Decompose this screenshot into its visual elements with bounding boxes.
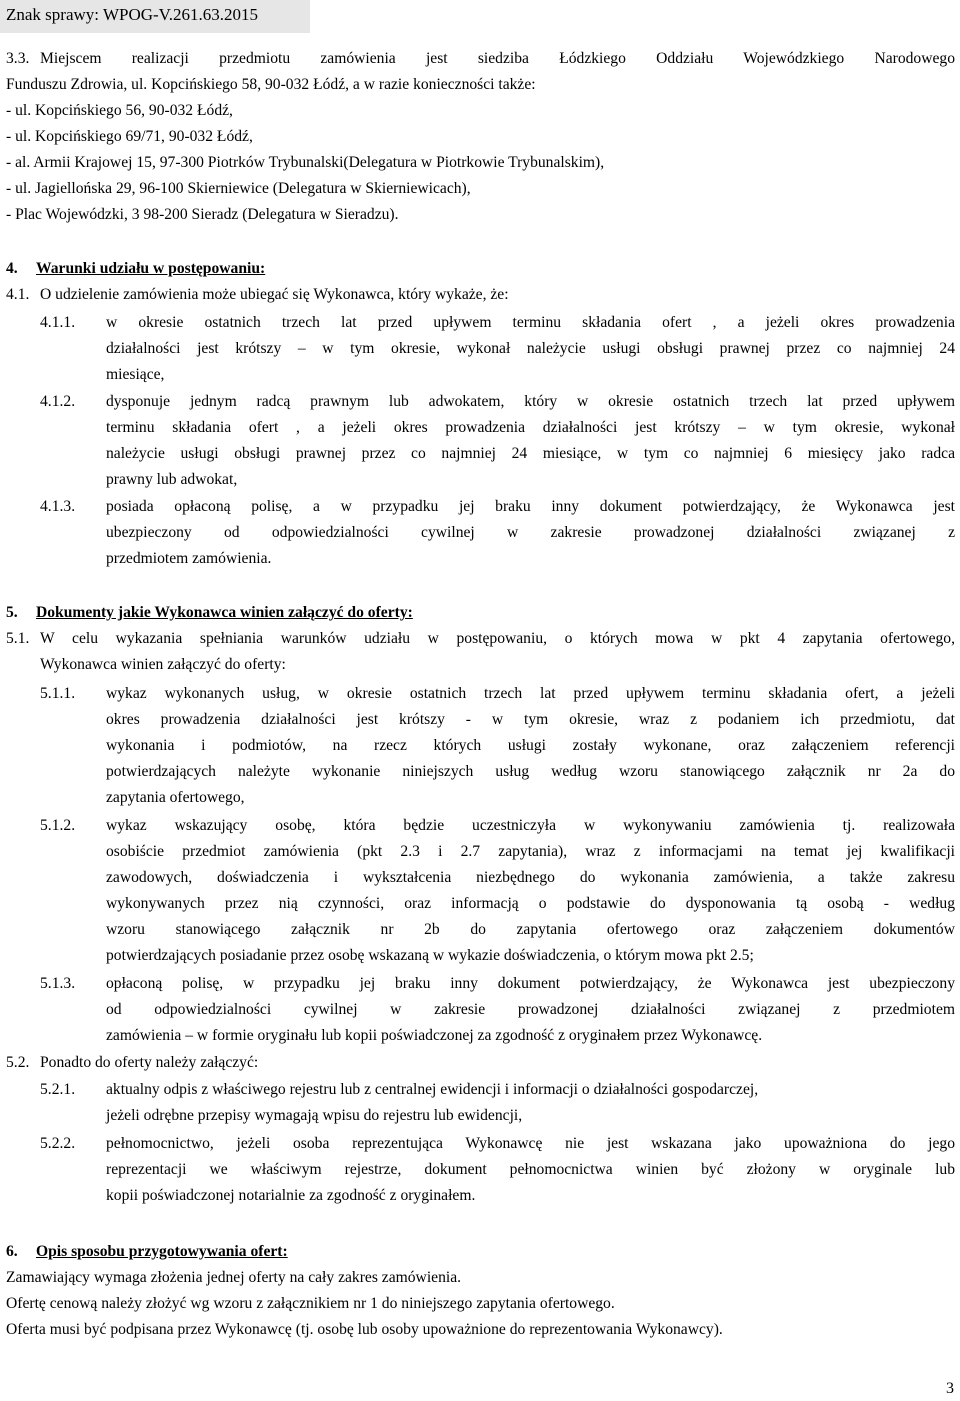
text-line: należycie usługi obsługi prawnej przez co najmniej 24 miesiące, w tym co najmniej 6 miesięcy jako radca (106, 445, 955, 462)
item-number: 4.1.2. (40, 393, 76, 410)
section-title: Opis sposobu przygotowywania ofert: (36, 1243, 288, 1260)
text-line: - Plac Wojewódzki, 3 98-200 Sieradz (Delegatura w Sieradzu). (6, 206, 399, 223)
section-number: 3.3. (6, 50, 30, 67)
text-line: potwierdzających posiadanie przez osobę wskazaną w wykazie doświadczenia, o którym mowa pkt 2.5; (106, 947, 754, 964)
text-line: jeżeli odrębne przepisy wymagają wpisu do rejestru lub ewidencji, (106, 1107, 523, 1124)
text-line: opłaconą polisę, w przypadku jej braku inny dokument potwierdzający, że Wykonawca jest ubezpieczony (106, 975, 955, 992)
header-box (0, 0, 310, 33)
section-number: 5. (6, 604, 18, 621)
section-number: 4.1. (6, 286, 30, 303)
text-line: prawny lub adwokat, (106, 471, 238, 488)
text-line: dysponuje jednym radcą prawnym lub adwokatem, który w okresie ostatnich trzech lat przed upływem (106, 393, 955, 410)
item-number: 5.2.2. (40, 1135, 76, 1152)
text-line: wykaz wykonanych usług, w okresie ostatnich trzech lat przed upływem terminu składania ofert, a jeżeli (106, 685, 955, 702)
text-line: zapytania ofertowego, (106, 789, 245, 806)
text-line: W celu wykazania spełniania warunków udziału w postępowaniu, o których mowa w pkt 4 zapytania ofertowego, (40, 630, 955, 647)
section-number: 6. (6, 1243, 18, 1260)
text-line: w okresie ostatnich trzech lat przed upływem terminu składania ofert , a jeżeli okres prowadzenia (106, 314, 955, 331)
text-line: pełnomocnictwo, jeżeli osoba reprezentująca Wykonawcę nie jest wskazana jako upoważniona do jego (106, 1135, 955, 1152)
item-number: 5.1.3. (40, 975, 76, 992)
text-line: wykaz wskazujący osobę, która będzie uczestniczyła w wykonywaniu zamówienia tj. realizowała (106, 817, 955, 834)
text-line: zawodowych, doświadczenia i wykształcenia niezbędnego do wykonania zamówienia, a także zakresu (106, 869, 955, 886)
text-line: działalności jest krótszy – w tym okresie, wykonał należycie usługi obsługi prawnej przez co najmniej 24 (106, 340, 955, 357)
section-number: 5.1. (6, 630, 30, 647)
section-title: Dokumenty jakie Wykonawca winien załączyć do oferty: (36, 604, 413, 621)
text-line: kopii poświadczonej notarialnie za zgodność z oryginałem. (106, 1187, 476, 1204)
text-line: zamówienia – w formie oryginału lub kopii poświadczonej za zgodność z oryginałem przez Wykonawcę. (106, 1027, 763, 1044)
text-line: - al. Armii Krajowej 15, 97-300 Piotrków Trybunalski(Delegatura w Piotrkowie Trybunalskim), (6, 154, 605, 171)
text-line: reprezentacji we właściwym rejestrze, dokument pełnomocnictwa winien być złożony w oryginale lub (106, 1161, 955, 1178)
item-number: 5.1.1. (40, 685, 76, 702)
text-line: wykonania i podmiotów, na rzecz których usługi zostały wykonane, oraz załączeniem referencji (106, 737, 955, 754)
text-line: - ul. Kopcińskiego 69/71, 90-032 Łódź, (6, 128, 253, 145)
section-title: Warunki udziału w postępowaniu: (36, 260, 266, 277)
page-number: 3 (946, 1380, 954, 1397)
text-line: od odpowiedzialności cywilnej w zakresie prowadzonej działalności związanej z przedmiotem (106, 1001, 955, 1018)
text-line: ubezpieczony od odpowiedzialności cywilnej w zakresie prowadzonej działalności związanej z (106, 524, 955, 541)
text-line: wykonywanych przez nią czynności, oraz informacją o podstawie do dysponowania tą osobą - według (106, 895, 955, 912)
text-line: Wykonawca winien załączyć do oferty: (40, 656, 286, 673)
text-line: potwierdzających należyte wykonanie niniejszych usług według wzoru stanowiącego załącznik nr 2a do (106, 763, 955, 780)
text-line: posiada opłaconą polisę, a w przypadku jej braku inny dokument potwierdzający, że Wykonawca jest (106, 498, 955, 515)
text-line: Ofertę cenową należy złożyć wg wzoru z załącznikiem nr 1 do niniejszego zapytania ofertowego. (6, 1295, 615, 1312)
text-line: Zamawiający wymaga złożenia jednej oferty na cały zakres zamówienia. (6, 1269, 462, 1286)
text-line: - ul. Jagiellońska 29, 96-100 Skierniewice (Delegatura w Skierniewicach), (6, 180, 471, 197)
text-line: O udzielenie zamówienia może ubiegać się Wykonawca, który wykaże, że: (40, 286, 509, 303)
section-number: 4. (6, 260, 18, 277)
text-line: Oferta musi być podpisana przez Wykonawcę (tj. osobę lub osoby upoważnione do reprezentowania Wykonawcy). (6, 1321, 723, 1338)
text-line: Ponadto do oferty należy załączyć: (40, 1054, 259, 1071)
text-line: - ul. Kopcińskiego 56, 90-032 Łódź, (6, 102, 233, 119)
text-line: przedmiotem zamówienia. (106, 550, 272, 567)
item-number: 4.1.1. (40, 314, 76, 331)
text-line: Funduszu Zdrowia, ul. Kopcińskiego 58, 90-032 Łódź, a w razie konieczności także: (6, 76, 536, 93)
text-line: Miejscem realizacji przedmiotu zamówienia jest siedziba Łódzkiego Oddziału Wojewódzkiego Narodowego (40, 50, 955, 67)
item-number: 5.2.1. (40, 1081, 76, 1098)
case-number: Znak sprawy: WPOG-V.261.63.2015 (6, 5, 258, 24)
text-line: okres prowadzenia działalności jest krótszy - w tym okresie, wraz z podaniem ich przedmiotu, dat (106, 711, 955, 728)
item-number: 4.1.3. (40, 498, 76, 515)
text-line: wzoru stanowiącego załącznik nr 2b do zapytania ofertowego oraz załączeniem dokumentów (106, 921, 955, 938)
text-line: terminu składania ofert , a jeżeli okres prowadzenia działalności jest krótszy – w tym okresie, wykonał (106, 419, 955, 436)
text-line: aktualny odpis z właściwego rejestru lub z centralnej ewidencji i informacji o działalności gospodarczej, (106, 1081, 759, 1098)
section-number: 5.2. (6, 1054, 30, 1071)
item-number: 5.1.2. (40, 817, 76, 834)
text-line: osobiście przedmiot zamówienia (pkt 2.3 i 2.7 zapytania), wraz z informacjami na temat jej kwalifikacji (106, 843, 955, 860)
text-line: miesiące, (106, 366, 165, 383)
